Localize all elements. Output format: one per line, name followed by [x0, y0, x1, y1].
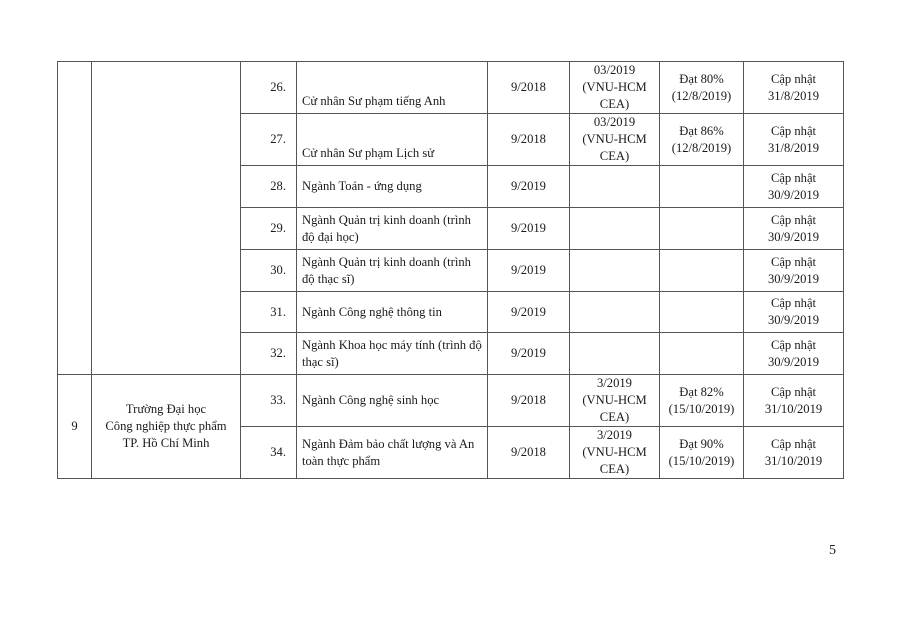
eval-result [660, 292, 744, 333]
start-date: 9/2018 [488, 114, 570, 166]
start-date: 9/2019 [488, 250, 570, 292]
update-status: Cập nhật 30/9/2019 [744, 250, 844, 292]
school-cell: Trường Đại học Công nghiệp thực phẩm TP. Hồ Chí Minh [92, 375, 241, 479]
eval-result: Đạt 86% (12/8/2019) [660, 114, 744, 166]
program-name: Ngành Quản trị kinh doanh (trình độ đại học) [297, 208, 488, 250]
start-date: 9/2019 [488, 333, 570, 375]
eval-result [660, 250, 744, 292]
start-date: 9/2018 [488, 375, 570, 427]
external-eval: 3/2019 (VNU-HCM CEA) [570, 375, 660, 427]
table-row [58, 375, 844, 427]
start-date: 9/2018 [488, 62, 570, 114]
program-name: Ngành Toán - ứng dụng [297, 166, 488, 208]
table-row [58, 62, 844, 114]
stt-cell [58, 62, 92, 375]
eval-result [660, 208, 744, 250]
external-eval [570, 333, 660, 375]
program-number: 33. [241, 375, 297, 427]
program-name: Ngành Quản trị kinh doanh (trình độ thạc sĩ) [297, 250, 488, 292]
start-date: 9/2019 [488, 208, 570, 250]
eval-result [660, 166, 744, 208]
accreditation-table [57, 61, 844, 479]
program-number: 32. [241, 333, 297, 375]
eval-result: Đạt 80% (12/8/2019) [660, 62, 744, 114]
program-name: Ngành Đảm bảo chất lượng và An toàn thực phẩm [297, 427, 488, 479]
program-name: Ngành Khoa học máy tính (trình độ thạc sĩ) [297, 333, 488, 375]
update-status: Cập nhật 30/9/2019 [744, 292, 844, 333]
external-eval: 03/2019 (VNU-HCM CEA) [570, 114, 660, 166]
start-date: 9/2018 [488, 427, 570, 479]
eval-result: Đạt 82% (15/10/2019) [660, 375, 744, 427]
external-eval [570, 250, 660, 292]
external-eval [570, 208, 660, 250]
eval-result [660, 333, 744, 375]
program-number: 31. [241, 292, 297, 333]
program-name: Cử nhân Sư phạm tiếng Anh [297, 62, 488, 114]
program-number: 26. [241, 62, 297, 114]
page-number: 5 [829, 543, 836, 558]
program-name: Ngành Công nghệ sinh học [297, 375, 488, 427]
update-status: Cập nhật 31/8/2019 [744, 114, 844, 166]
program-number: 29. [241, 208, 297, 250]
program-number: 28. [241, 166, 297, 208]
external-eval [570, 292, 660, 333]
external-eval [570, 166, 660, 208]
program-name: Cử nhân Sư phạm Lịch sử [297, 114, 488, 166]
program-number: 34. [241, 427, 297, 479]
eval-result: Đạt 90% (15/10/2019) [660, 427, 744, 479]
school-cell [92, 62, 241, 375]
update-status: Cập nhật 31/10/2019 [744, 427, 844, 479]
update-status: Cập nhật 30/9/2019 [744, 166, 844, 208]
update-status: Cập nhật 30/9/2019 [744, 333, 844, 375]
external-eval: 3/2019 (VNU-HCM CEA) [570, 427, 660, 479]
start-date: 9/2019 [488, 292, 570, 333]
program-name: Ngành Công nghệ thông tin [297, 292, 488, 333]
update-status: Cập nhật 30/9/2019 [744, 208, 844, 250]
stt-cell: 9 [58, 375, 92, 479]
update-status: Cập nhật 31/8/2019 [744, 62, 844, 114]
start-date: 9/2019 [488, 166, 570, 208]
program-number: 27. [241, 114, 297, 166]
external-eval: 03/2019 (VNU-HCM CEA) [570, 62, 660, 114]
update-status: Cập nhật 31/10/2019 [744, 375, 844, 427]
program-number: 30. [241, 250, 297, 292]
